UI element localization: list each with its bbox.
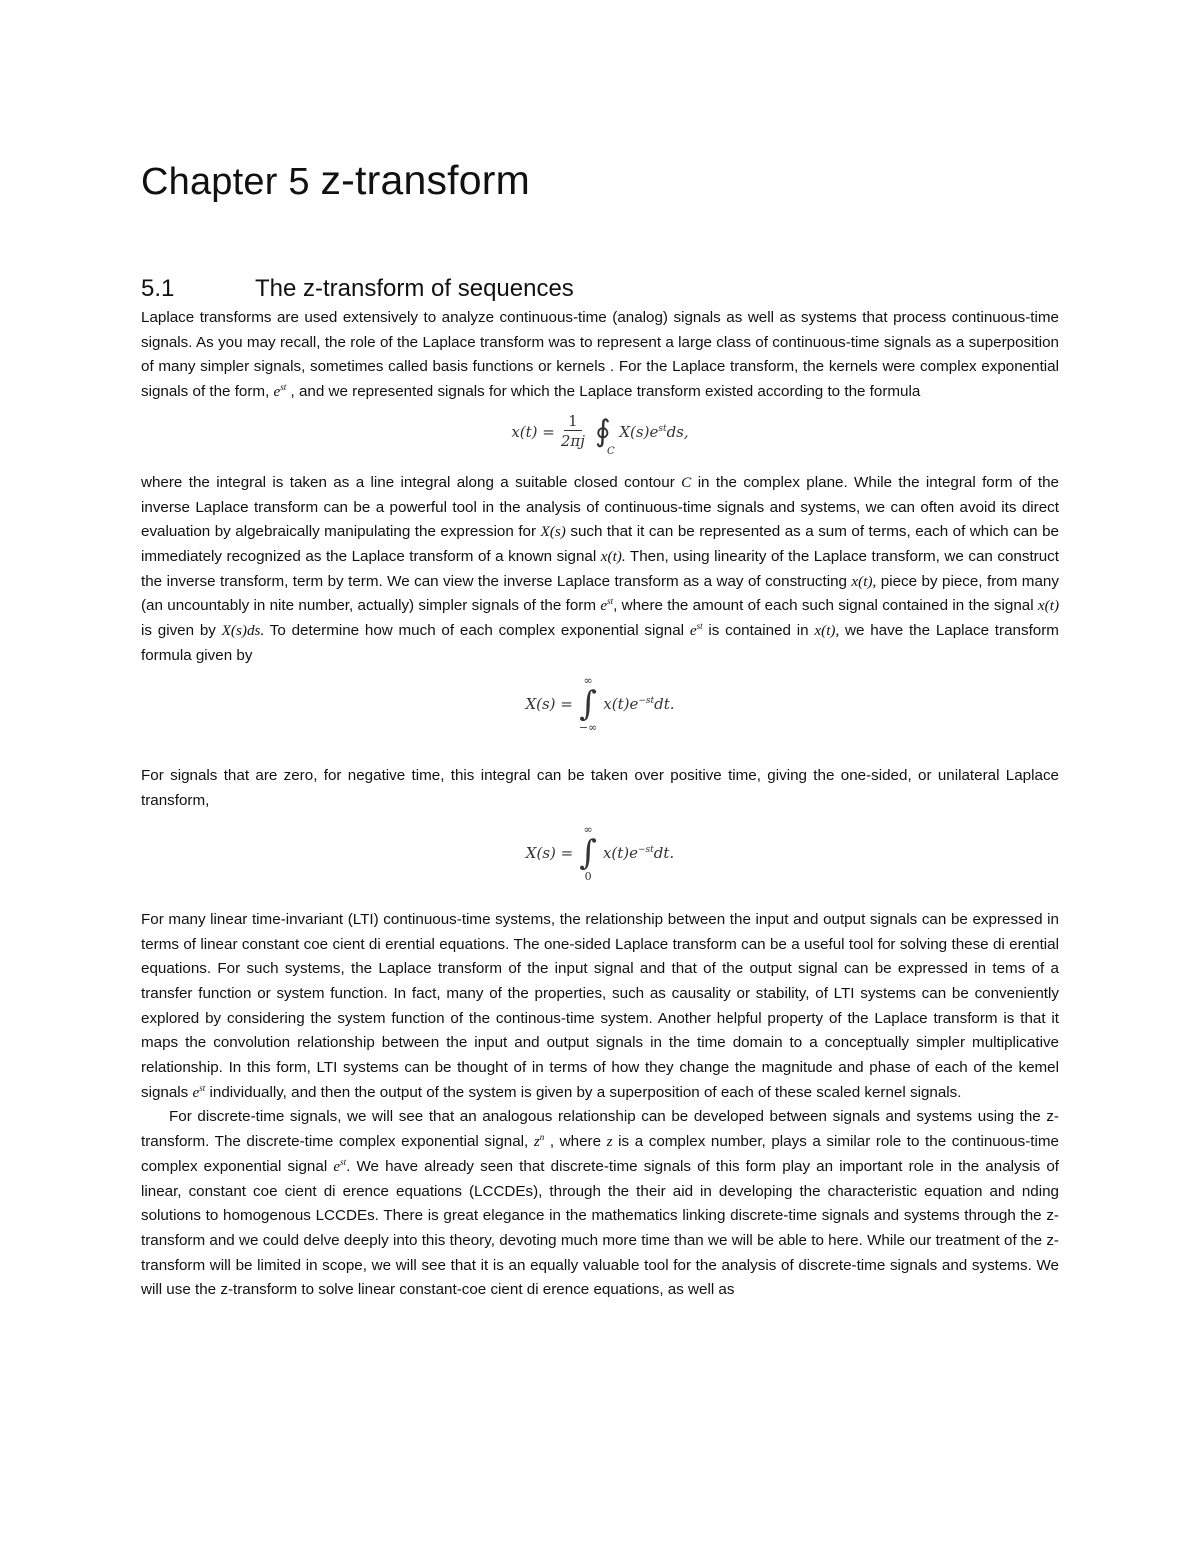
contour-integral-symbol: ∮ C (594, 414, 615, 458)
unilateral-laplace-equation (141, 816, 1059, 890)
integral-symbol: ∞ ∫ 0 (579, 822, 597, 883)
chapter-title-main: z-transform (320, 157, 530, 203)
eq1-contour-label: C (606, 446, 615, 458)
chapter-title-prefix: Chapter 5 (141, 161, 321, 203)
laplace-transform-equation (141, 668, 1059, 740)
eq3-lhs: X(s) = (525, 843, 574, 862)
eq2-integrand: $x(t)e^{-st}dt$. (603, 695, 675, 714)
integral-symbol: ∞ ∫ −∞ (578, 674, 598, 735)
paragraph-lti-systems: For many linear time-invariant (LTI) continuous-time systems, the relationship between the input and output signals can be expressed in terms of linear constant coe cient di erential equations. The one-sided Laplace transform can be a useful tool for solving these di erential equations. For such systems, the Laplace transform of the input signal and that of the output signal can be expressed in tems of a transfer function or system function. In fact, many of the properties, such as causality or stability, of LTI systems can be conveniently explored by considering the system function of the continous-time system. Another helpful property of the Laplace transform is that it maps the convolution relationship between the input and output signals in the time domain to a conceptually simpler multiplicative relationship. In this form, LTI systems can be thought of in terms of how they change the magnitude and phase of each of the kemel signals $e^{st}$ individually, and then the output of the system is given by a superposition of each of these scaled kernel signals. (141, 910, 1059, 1101)
eq3-integrand: $x(t)e^{-st}dt$. (602, 843, 675, 862)
eq1-integrand: $X(s)e^{st}ds$, (619, 422, 689, 441)
paragraph-inverse-laplace: where the integral is taken as a line integral along a suitable closed contour C in the complex plane. While the integral form of the inverse Laplace transform can be a powerful tool in the analysis of continuous-time signals and systems, we can often avoid its direct evaluation by algebraically manipulating the expression for X(s) such that it can be represented as a sum of terms, each of which can be immediately recognized as the Laplace transform of a known signal x(t). Then, using linearity of the Laplace transform, we can construct the inverse transform, term by term. We can view the inverse Laplace transform as a way of constructing x(t), piece by piece, from many (an uncountably in nite number, actually) simpler signals of the form $e^{st}$, where the amount of each such signal contained in the signal x(t) is given by X(s)ds. To determine how much of each complex exponential signal $e^{st}$ is contained in x(t), we have the Laplace transform formula given by (141, 473, 1059, 664)
paragraph-laplace-intro (141, 306, 1059, 405)
document-page (141, 150, 1059, 1303)
eq2-lower-limit: −∞ (578, 721, 598, 735)
eq2-lhs: X(s) = (525, 695, 573, 714)
paragraph-discrete-time: For discrete-time signals, we will see that an analogous relationship can be developed between signals and systems using the z-transform. The discrete-time complex exponential signal, $z^n$ , where z is a complex number, plays a similar role to the continuous-time complex exponential signal $e^{st}$. We have already seen that discrete-time signals of this form play an important role in the analysis of linear, constant coe cient di erence equations (LCCDEs), through the their aid in developing the characteristic equation and nding solutions to homogenous LCCDEs. There is great elegance in the mathematics linking discrete-time signals and systems through the z-transform and we could delve deeply into this theory, devoting much more time than we will be able to here. While our treatment of the z-transform will be limited in scope, we will see that it is an equally valuable tool for the analysis of discrete-time signals and systems. We will use the z-transform to solve linear constant-coe cient di erence equations, as well as (141, 1108, 1059, 1299)
eq1-numerator: 1 (564, 412, 582, 431)
section-number: 5.1 (141, 275, 175, 302)
section-heading (141, 274, 1059, 304)
para1-text-2: , and we represented signals for which the Laplace transform existed according to the formula (290, 383, 921, 401)
eq1-denominator: 2πj (560, 432, 585, 451)
section-title: The z-transform of sequences (255, 275, 574, 302)
eq1-fraction (561, 412, 585, 451)
paragraph-unilateral: For signals that are zero, for negative time, this integral can be taken over positive time, giving the one-sided, or unilateral Laplace transform, (141, 767, 1059, 810)
inverse-laplace-equation (141, 401, 1059, 463)
para1-text-1: Laplace transforms are used extensively to analyze continuous-time (analog) signals as well as systems that process continuous-time signals. As you may recall, the role of the Laplace transform was to represent a large class of continuous-time signals as a superposition of many simpler signals, sometimes called basis functions or kernels . For the Laplace transform, the kernels were complex exponential signals of the form, (141, 309, 1059, 401)
eq2-upper-limit: ∞ (583, 674, 593, 688)
eq3-upper-limit: ∞ (583, 822, 593, 836)
eq3-lower-limit: 0 (584, 869, 592, 883)
chapter-title (141, 150, 1059, 212)
eq1-lhs: x(t) = (511, 422, 555, 441)
est-symbol: $e^{st}$ (273, 382, 287, 401)
